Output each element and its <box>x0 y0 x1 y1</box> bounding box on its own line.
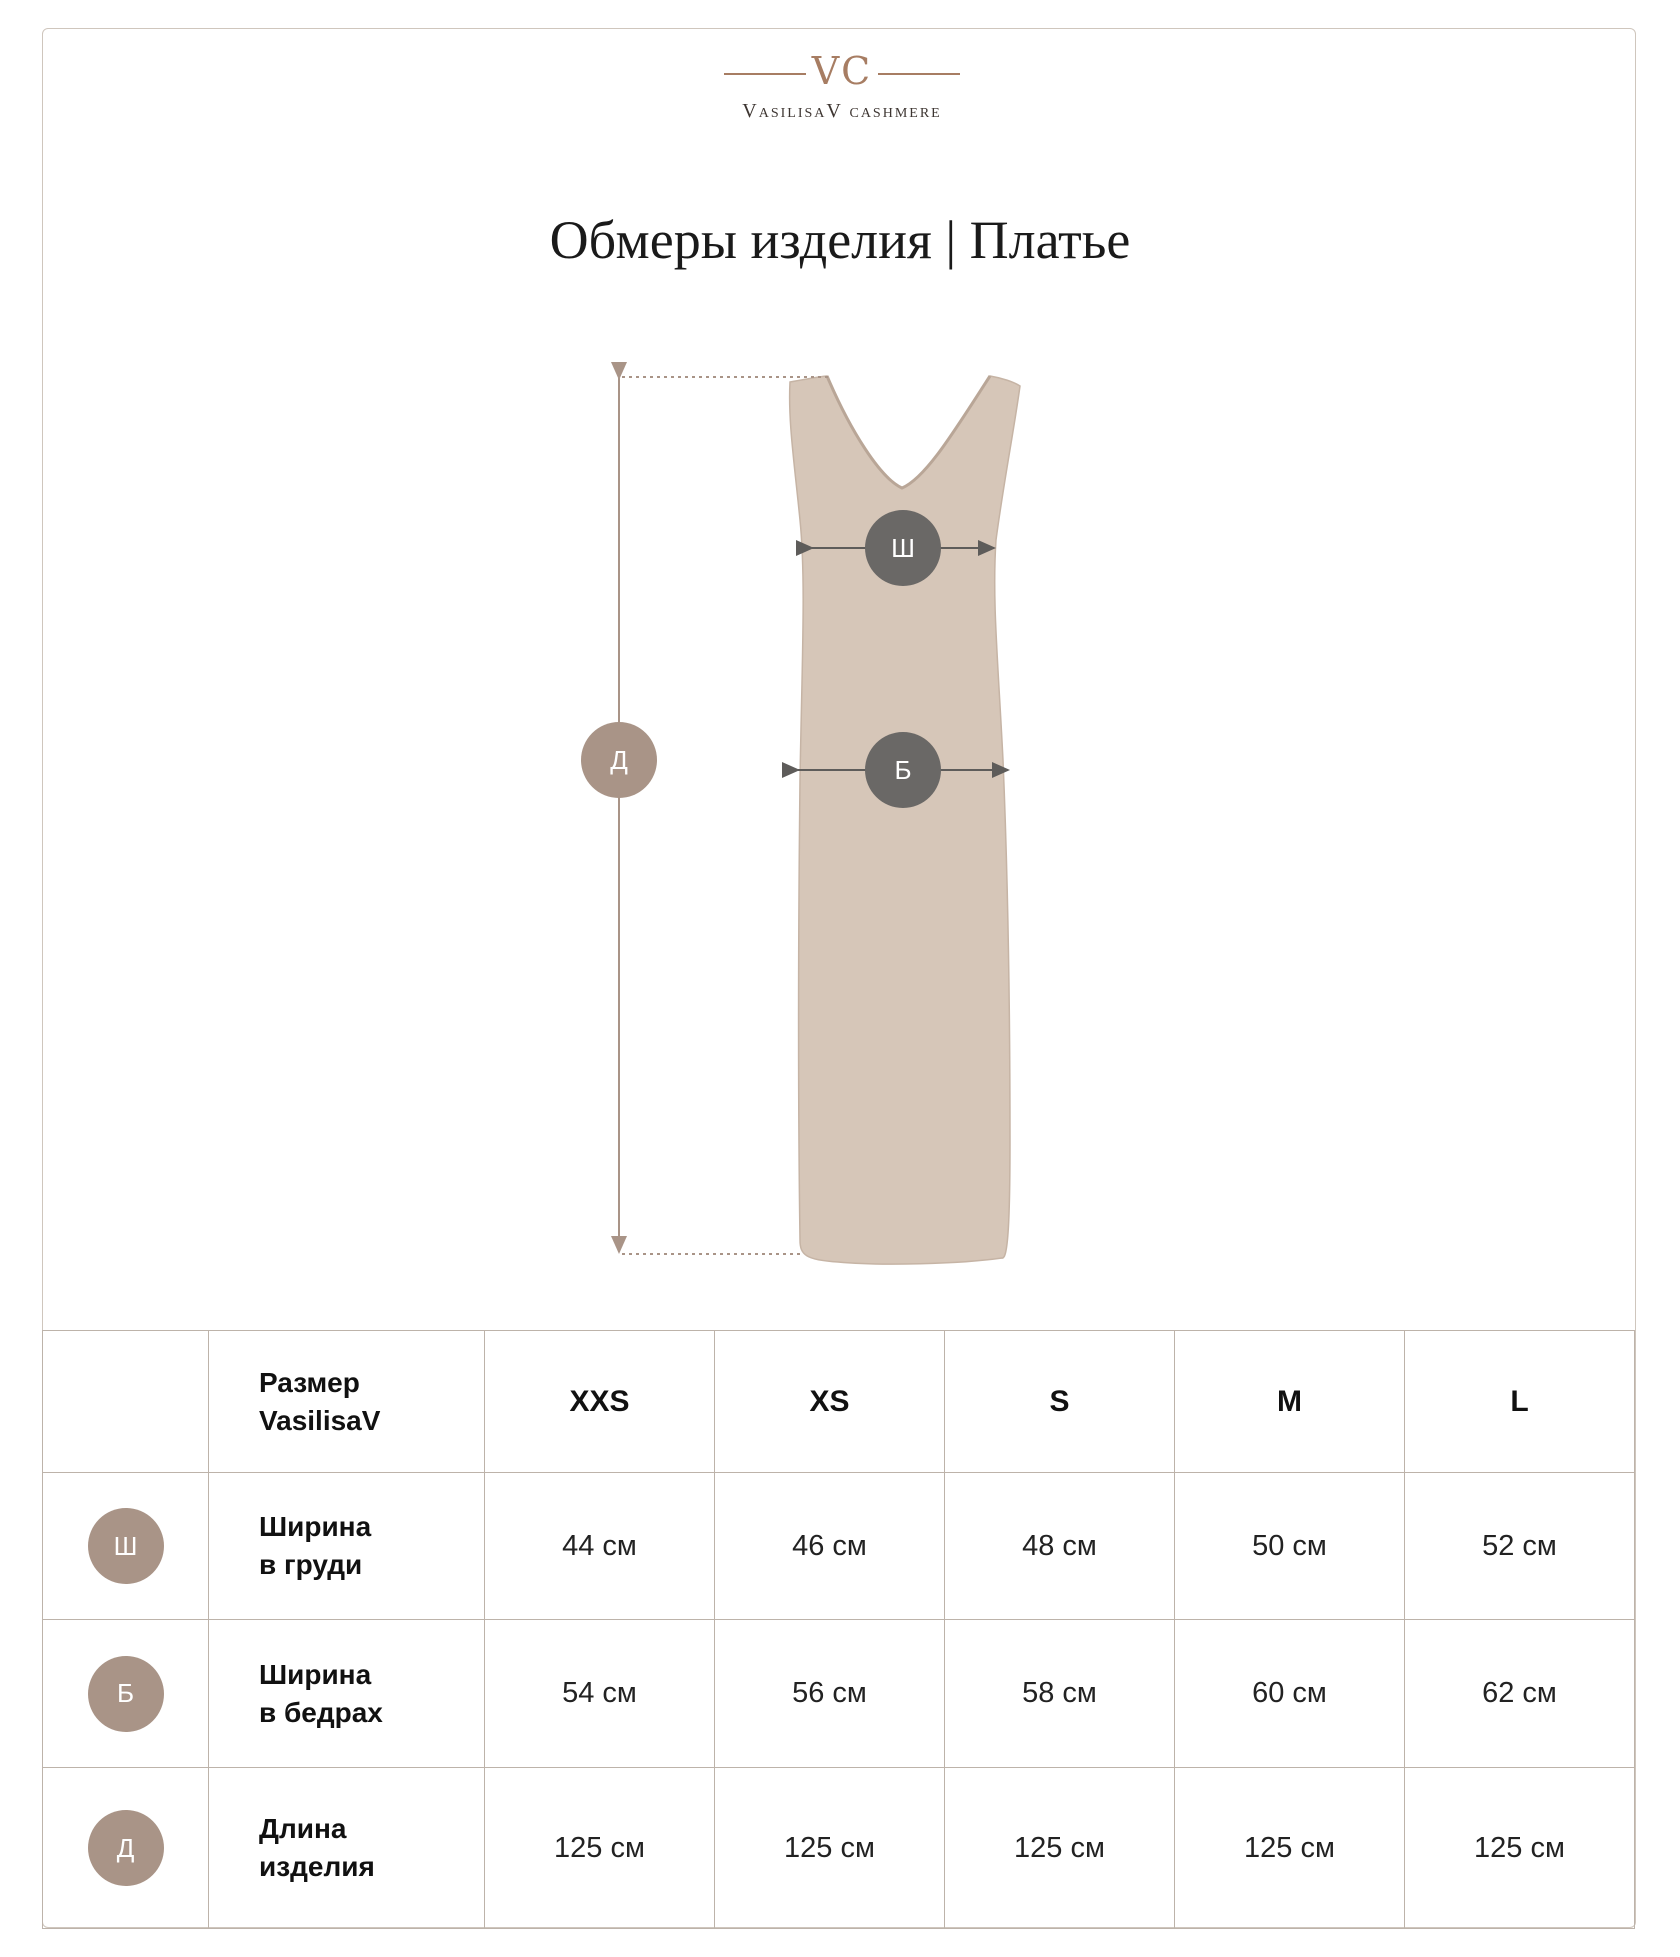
size-header-line2: VasilisaV <box>259 1404 381 1436</box>
value-cell: 50 см <box>1175 1473 1405 1620</box>
size-header-xxs: XXS <box>485 1331 715 1473</box>
length-badge: Д <box>581 722 657 798</box>
size-header-line1: Размер <box>259 1366 360 1398</box>
table-row <box>43 1620 1635 1768</box>
size-table <box>42 1330 1635 1929</box>
value-cell: 56 см <box>715 1620 945 1768</box>
chest-row-label <box>209 1473 485 1620</box>
hips-row-badge: Б <box>88 1656 164 1732</box>
size-header-s: S <box>945 1331 1175 1473</box>
row-label-line1: Ширина <box>259 1511 372 1542</box>
corner-cell <box>43 1331 209 1473</box>
length-row-badge: Д <box>88 1810 164 1886</box>
size-header-xs: XS <box>715 1331 945 1473</box>
page-title: Обмеры изделия | Платье <box>549 210 1131 270</box>
row-badge-cell <box>43 1473 209 1620</box>
row-label-line2: изделия <box>259 1851 375 1882</box>
row-badge-cell <box>43 1620 209 1768</box>
value-cell: 125 см <box>945 1768 1175 1929</box>
value-cell: 54 см <box>485 1620 715 1768</box>
hips-row-label <box>209 1620 485 1768</box>
size-header-m: M <box>1175 1331 1405 1473</box>
brand-name: VasilisaV cashmere <box>742 100 942 122</box>
hips-badge: Б <box>865 732 941 808</box>
value-cell: 125 см <box>1405 1768 1635 1929</box>
value-cell: 52 см <box>1405 1473 1635 1620</box>
brand-monogram: VC <box>811 49 873 93</box>
size-header-label <box>209 1331 485 1473</box>
value-cell: 48 см <box>945 1473 1175 1620</box>
value-cell: 46 см <box>715 1473 945 1620</box>
chest-badge: Ш <box>865 510 941 586</box>
value-cell: 125 см <box>485 1768 715 1929</box>
value-cell: 44 см <box>485 1473 715 1620</box>
chest-row-badge: Ш <box>88 1508 164 1584</box>
row-label-line2: в груди <box>259 1549 363 1580</box>
table-header-row <box>43 1331 1635 1473</box>
row-badge-cell <box>43 1768 209 1929</box>
table-row <box>43 1768 1635 1929</box>
value-cell: 60 см <box>1175 1620 1405 1768</box>
size-header-l: L <box>1405 1331 1635 1473</box>
row-label-line1: Длина <box>259 1813 347 1844</box>
value-cell: 125 см <box>715 1768 945 1929</box>
row-label-line1: Ширина <box>259 1658 372 1690</box>
row-label-line2: в бедрах <box>259 1696 383 1728</box>
table-row <box>43 1473 1635 1620</box>
value-cell: 62 см <box>1405 1620 1635 1768</box>
value-cell: 125 см <box>1175 1768 1405 1929</box>
length-row-label <box>209 1768 485 1929</box>
value-cell: 58 см <box>945 1620 1175 1768</box>
